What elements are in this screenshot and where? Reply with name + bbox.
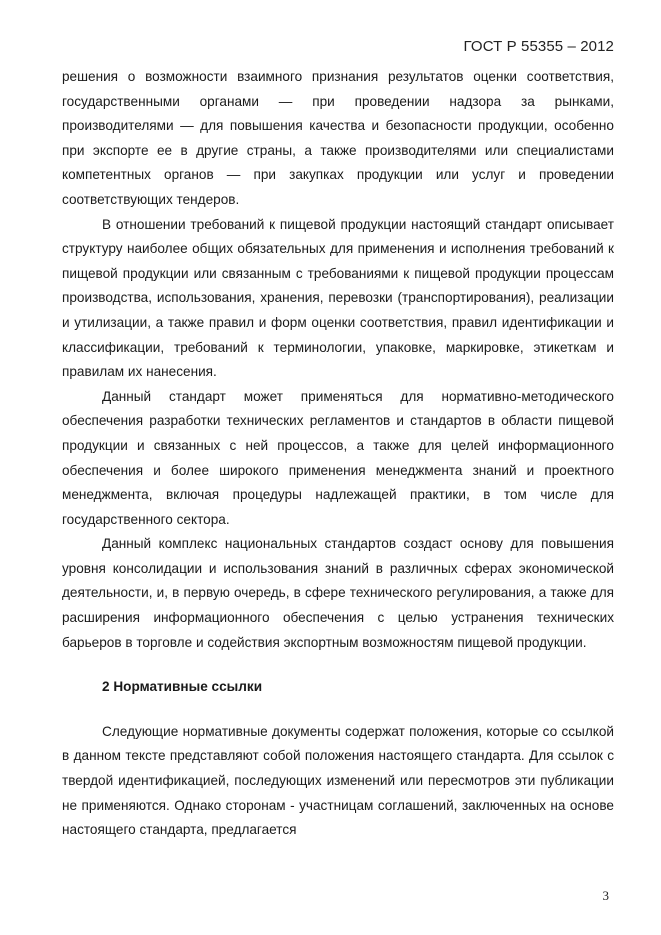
paragraph-continuation: решения о возможности взаимного признания результатов оценки соответствия, государственными органами — при проведении надзора за рынками, производителями — для повышения качества и безопасности продукции, особенно при экспорте ее в другие страны, а также производителями или специалистами компетентных органов — при закупках продукции или услуг и проведении соответствующих тендеров.	[62, 69, 614, 207]
page-number: 3	[602, 888, 609, 903]
standard-header: ГОСТ Р 55355 – 2012	[463, 38, 614, 55]
paragraph-normative-references: Следующие нормативные документы содержат положения, которые со ссылкой в данном тексте представляют собой положения настоящего стандарта. Для ссылок с твердой идентификацией, последующих изменений или пересмотров эти публикации не применяются. Однако сторонам - участницам соглашений, заключенных на основе настоящего стандарта, предлагается	[62, 723, 614, 838]
paragraph-standard-application: Данный стандарт может применяться для нормативно-методического обеспечения разработки технических регламентов и стандартов в области пищевой продукции и связанных с ней процессов, а также для целей информационного обеспечения и более широкого применения менеджмента знаний и проектного менеджмента, включая процедуры надлежащей практики, в том числе для государственного сектора.	[62, 388, 614, 527]
paragraph-standards-complex: Данный комплекс национальных стандартов создаст основу для повышения уровня консолидации и использования знаний в различных сферах экономической деятельности, и, в первую очередь, в сфере технического регулирования, а также для расширения информационного обеспечения с целью устранения технических барьеров в торговле и содействия экспортным возможностям пищевой продукции.	[62, 536, 614, 650]
paragraph-food-requirements: В отношении требований к пищевой продукции настоящий стандарт описывает структуру наиболее общих обязательных для применения и исполнения требований к пищевой продукции или связанным с требованиями к пищевой продукции процессам производства, использования, хранения, перевозки (транспортирования), реализации и утилизации, а также правил и форм оценки соответствия, правил идентификации и классификации, требований к терминологии, упаковке, маркировке, этикеткам и правилам их нанесения.	[62, 216, 614, 380]
document-body	[62, 65, 614, 843]
section-heading: 2 Нормативные ссылки	[102, 679, 263, 695]
